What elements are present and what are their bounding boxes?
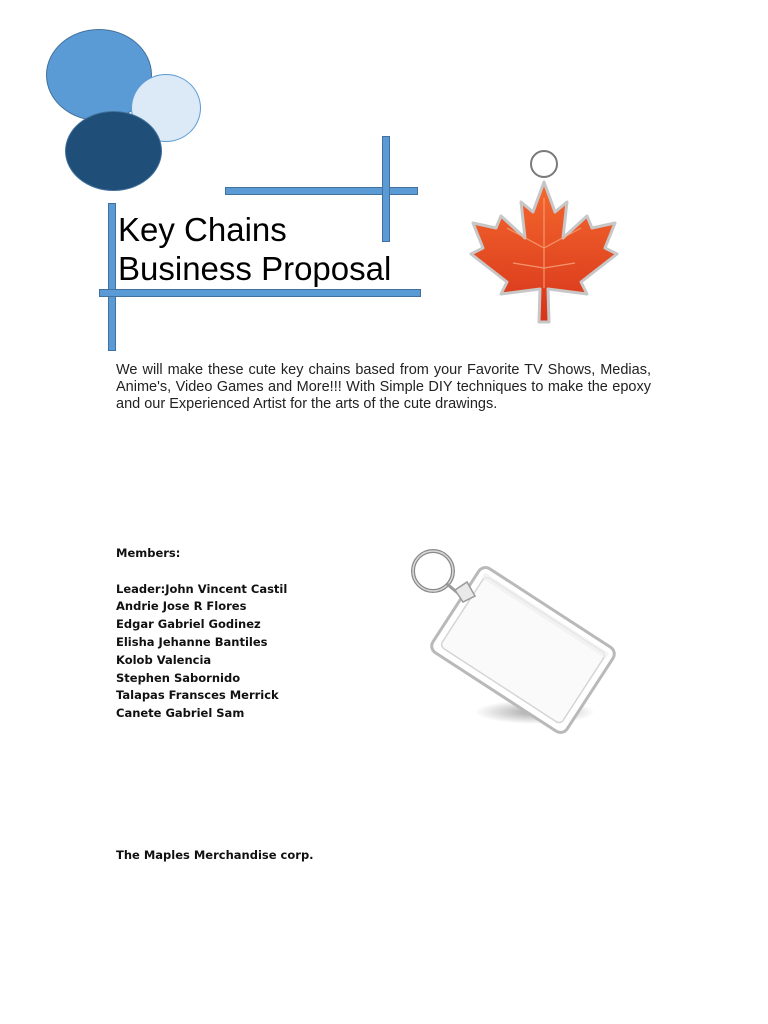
- decor-bar-bottom-horizontal: [99, 289, 421, 297]
- member-item: Kolob Valencia: [116, 652, 212, 667]
- keyring-loop-icon: [531, 151, 557, 177]
- member-item: Stephen Sabornido: [116, 670, 241, 685]
- page-title: [118, 210, 438, 288]
- member-item: Canete Gabriel Sam: [116, 706, 245, 721]
- blank-acrylic-keychain-image: [395, 540, 635, 740]
- company-name: The Maples Merchandise corp.: [116, 848, 314, 862]
- member-item: Talapas Fransces Merrick: [116, 688, 279, 703]
- decor-circle-dark-blue: [65, 111, 162, 191]
- member-item: Leader:John Vincent Castil: [116, 581, 288, 596]
- maple-leaf-keychain-image: [395, 88, 665, 333]
- title-line-2: Business Proposal: [118, 250, 392, 287]
- member-item: Edgar Gabriel Godinez: [116, 617, 261, 632]
- members-heading: Members:: [116, 546, 181, 560]
- member-item: Elisha Jehanne Bantiles: [116, 634, 268, 649]
- member-item: Andrie Jose R Flores: [116, 599, 247, 614]
- intro-paragraph: We will make these cute key chains based from your Favorite TV Shows, Medias, Anime's, Video Games and More!!! With Simple DIY techniques to make the epoxy and our Experienced Artist for the arts of the cute drawings.: [116, 362, 651, 412]
- members-section: [116, 545, 416, 723]
- decor-bar-left-vertical: [108, 203, 116, 351]
- title-line-1: Key Chains: [118, 211, 287, 248]
